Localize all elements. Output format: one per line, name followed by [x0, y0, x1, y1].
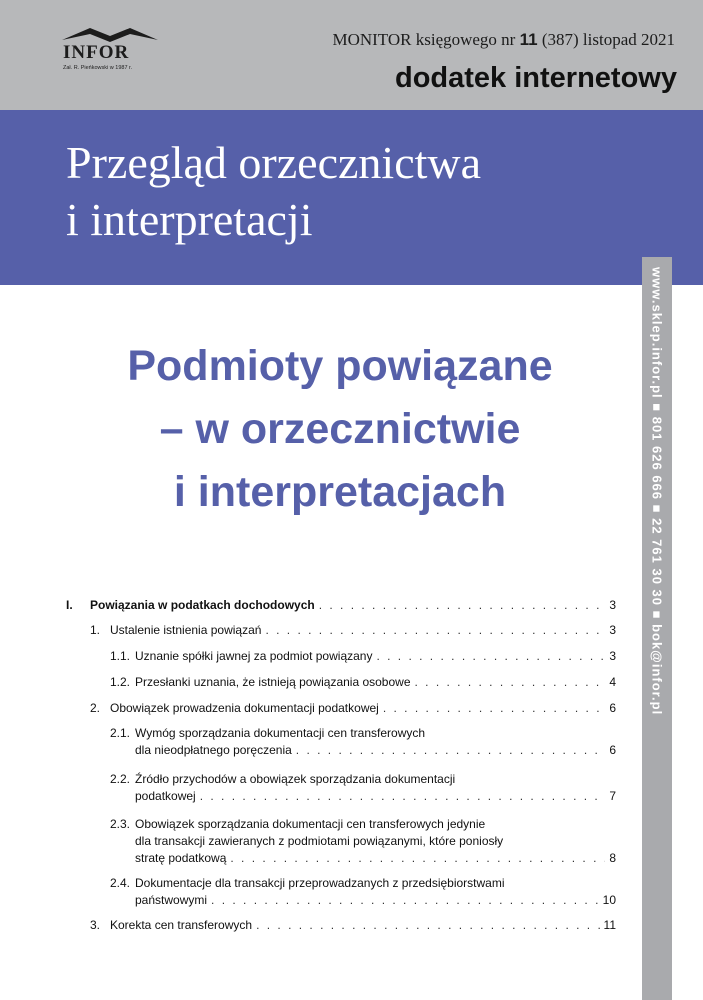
toc-number: 3.	[90, 918, 101, 932]
toc-entry	[0, 918, 703, 938]
section-title	[66, 134, 481, 248]
toc-leader	[256, 918, 599, 932]
section-title-line: i interpretacji	[66, 194, 313, 245]
toc-page: 8	[609, 851, 616, 865]
supplement-label: dodatek internetowy	[395, 62, 677, 94]
toc-page: 11	[603, 918, 616, 932]
toc-line	[135, 893, 616, 907]
toc-leader	[211, 893, 599, 907]
toc-title: Obowiązek prowadzenia dokumentacji podatkowej	[110, 701, 379, 715]
infor-logo	[60, 24, 160, 74]
logo-wing-icon	[60, 24, 160, 44]
toc-entry	[0, 772, 703, 812]
toc-page: 6	[609, 701, 616, 715]
toc-page: 3	[609, 598, 616, 612]
toc-page: 3	[609, 623, 616, 637]
article-title-line: – w orzecznictwie	[159, 405, 521, 453]
toc-title: dla nieodpłatnego poręczenia	[135, 743, 292, 757]
toc-number: 1.2.	[110, 675, 131, 689]
contact-text: www.sklep.infor.pl ■ 801 626 666 ■ 22 761 30 30 ■ bok@infor.pl	[649, 267, 665, 716]
toc-title: Przesłanki uznania, że istnieją powiązania osobowe	[135, 675, 411, 689]
section-title-line: Przegląd orzecznictwa	[66, 137, 482, 188]
toc-title: podatkowej	[135, 789, 196, 803]
toc-line	[90, 598, 616, 612]
toc-entry	[0, 675, 703, 695]
toc-title: Ustalenie istnienia powiązań	[110, 623, 262, 637]
toc-entry	[0, 726, 703, 766]
toc-entry	[0, 701, 703, 721]
toc-entry	[0, 649, 703, 669]
article-title-line: i interpretacjach	[173, 468, 507, 516]
toc-entry	[0, 598, 703, 618]
toc-title: państwowymi	[135, 893, 208, 907]
toc-number: 1.	[90, 623, 101, 637]
toc-leader	[319, 598, 606, 612]
issue-prefix: MONITOR księgowego nr	[332, 30, 520, 49]
toc-leader	[230, 851, 605, 865]
toc-page: 4	[609, 675, 616, 689]
toc-line	[135, 675, 616, 689]
toc-entry	[0, 623, 703, 643]
toc-title: Wymóg sporządzania dokumentacji cen transferowych	[135, 726, 426, 740]
toc-page: 6	[609, 743, 616, 757]
toc-line	[135, 649, 616, 663]
toc-leader	[265, 623, 605, 637]
toc-title: stratę podatkową	[135, 851, 227, 865]
toc-number: 2.	[90, 701, 101, 715]
cover-header	[0, 0, 703, 110]
toc-page: 10	[602, 893, 616, 907]
toc-title: dla transakcji zawieranych z podmiotami powiązanymi, które poniosły	[135, 834, 504, 848]
toc-title: Powiązania w podatkach dochodowych	[90, 598, 315, 612]
toc-leader	[200, 789, 606, 803]
toc-title: Korekta cen transferowych	[110, 918, 253, 932]
logo-subtitle: Zał. R. Pieńkowski w 1987 r.	[63, 65, 133, 71]
logo-brand: INFOR	[63, 42, 130, 63]
toc-entry	[0, 817, 703, 877]
article-title	[40, 335, 640, 524]
issue-info	[332, 30, 675, 50]
issue-suffix: (387) listopad 2021	[537, 30, 675, 49]
toc-number: 1.1.	[110, 649, 131, 663]
toc-line	[110, 623, 616, 637]
section-band	[0, 110, 703, 285]
toc-line	[135, 789, 616, 803]
toc-leader	[383, 701, 605, 715]
article-title-line: Podmioty powiązane	[127, 342, 553, 390]
toc-entry	[0, 876, 703, 916]
toc-line	[110, 701, 616, 715]
toc-line	[135, 743, 616, 757]
toc-number: 2.2.	[110, 772, 131, 786]
toc-page: 3	[609, 649, 616, 663]
toc-number: 2.4.	[110, 876, 131, 890]
toc-number: 2.3.	[110, 817, 131, 831]
toc-number: I.	[66, 598, 73, 612]
toc-line	[135, 851, 616, 865]
toc-page: 7	[609, 789, 616, 803]
toc-title: Obowiązek sporządzania dokumentacji cen transferowych jedynie	[135, 817, 486, 831]
toc-title: Źródło przychodów a obowiązek sporządzania dokumentacji	[135, 772, 456, 786]
toc-leader	[376, 649, 605, 663]
toc-leader	[415, 675, 606, 689]
toc-line	[110, 918, 616, 932]
toc-number: 2.1.	[110, 726, 131, 740]
toc-leader	[296, 743, 606, 757]
toc-title: Uznanie spółki jawnej za podmiot powiązany	[135, 649, 373, 663]
issue-number: 11	[519, 30, 538, 49]
toc-title: Dokumentacje dla transakcji przeprowadzanych z przedsiębiorstwami	[135, 876, 505, 890]
